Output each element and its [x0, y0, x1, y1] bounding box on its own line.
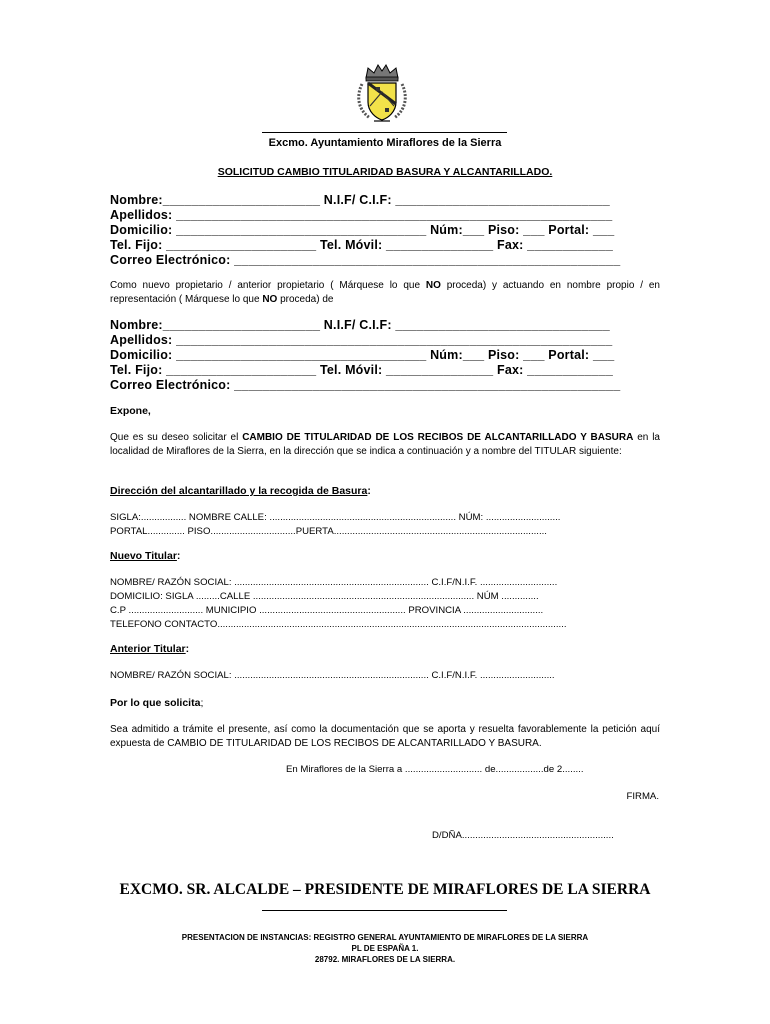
owner-intro-paragraph — [110, 279, 660, 307]
represented-surname-field[interactable]: Apellidos: _____________________________________________________________ — [110, 333, 613, 347]
owner-intro-text-3: proceda) de — [277, 294, 334, 305]
request-heading-suffix: ; — [200, 697, 204, 709]
owner-intro-text-1: Como nuevo propietario / anterior propietario ( Márquese lo que — [110, 280, 426, 291]
signatory-name-line[interactable]: D/DÑA......................................................... — [432, 830, 614, 841]
expone-bold-text: CAMBIO DE TITULARIDAD DE LOS RECIBOS DE ALCANTARILLADO Y BASURA — [242, 432, 634, 443]
form-title: SOLICITUD CAMBIO TITULARIDAD BASURA Y ALCANTARILLADO. — [217, 166, 553, 178]
address-heading-colon: : — [367, 485, 371, 497]
previous-holder-name-line[interactable]: NOMBRE/ RAZÓN SOCIAL: ......................................................................... C.I.F/N.I.F. ............................ — [110, 670, 555, 681]
new-holder-heading-text: Nuevo Titular — [110, 550, 177, 562]
expone-text-1: Que es su deseo solicitar el — [110, 432, 243, 443]
coat-of-arms-logo — [354, 62, 410, 124]
previous-holder-heading-text: Anterior Titular — [110, 643, 186, 655]
footer-line-1: PRESENTACION DE INSTANCIAS: REGISTRO GENERAL AYUNTAMIENTO DE MIRAFLORES DE LA SIERRA — [181, 933, 589, 942]
address-line-street[interactable]: SIGLA:................. NOMBRE CALLE: ...................................................................... NÚM: ............................ — [110, 512, 561, 523]
footer-line-2: PL DE ESPAÑA 1. — [351, 944, 419, 953]
addressee-heading: EXCMO. SR. ALCALDE – PRESIDENTE DE MIRAFLORES DE LA SIERRA — [119, 881, 651, 898]
owner-intro-no-1: NO — [425, 280, 441, 291]
new-holder-postcode-line[interactable]: C.P ............................ MUNICIPIO ....................................................... PROVINCIA .............................. — [110, 605, 544, 616]
expone-text-2: en la localidad de Miraflores de la Sierra, en la dirección que se indica a continuación y a nombre del TITULAR siguiente: — [110, 432, 660, 457]
applicant-phone-field[interactable]: Tel. Fijo: _____________________ Tel. Móvil: _______________ Fax: ____________ — [110, 238, 614, 252]
represented-name-field[interactable]: Nombre:______________________ N.I.F/ C.I.F: ______________________________ — [110, 318, 610, 332]
new-holder-phone-line[interactable]: TELEFONO CONTACTO................................................................................................................................... — [110, 619, 567, 630]
header-rule — [262, 132, 507, 133]
applicant-name-field[interactable]: Nombre:______________________ N.I.F/ C.I.F: ______________________________ — [110, 193, 610, 207]
request-heading-text: Por lo que solicita — [110, 697, 201, 709]
applicant-surname-field[interactable]: Apellidos: _____________________________________________________________ — [110, 208, 613, 222]
represented-phone-field[interactable]: Tel. Fijo: _____________________ Tel. Móvil: _______________ Fax: ____________ — [110, 363, 614, 377]
address-line-portal[interactable]: PORTAL.............. PISO................................PUERTA................................................................................ — [110, 526, 547, 537]
owner-intro-no-2: NO — [262, 294, 278, 305]
expone-heading: Expone, — [110, 405, 151, 417]
request-paragraph: Sea admitido a trámite el presente, así como la documentación que se aporta y resuelta favorablemente la petición aquí expuesta de CAMBIO DE TITULARIDAD DE LOS RECIBOS DE ALCANTARILLADO Y BASURA. — [110, 724, 660, 749]
footer-line-3: 28792. MIRAFLORES DE LA SIERRA. — [314, 955, 456, 964]
represented-email-field[interactable]: Correo Electrónico: ______________________________________________________ — [110, 378, 621, 392]
request-heading — [110, 697, 203, 709]
applicant-email-field[interactable]: Correo Electrónico: ______________________________________________________ — [110, 253, 621, 267]
applicant-address-field[interactable]: Domicilio: ___________________________________ Núm:___ Piso: ___ Portal: ___ — [110, 223, 615, 237]
footer-rule — [262, 910, 507, 911]
place-date-line[interactable]: En Miraflores de la Sierra a ............................. de..................de 2........ — [286, 764, 584, 775]
owner-intro-text-2: proceda) y actuando en nombre propio / en representación ( Márquese lo que — [110, 280, 660, 305]
previous-holder-heading-colon: : — [185, 643, 190, 655]
expone-paragraph — [110, 431, 660, 459]
address-heading-text: Dirección del alcantarillado y la recogida de Basura — [110, 485, 368, 497]
new-holder-heading — [110, 550, 180, 562]
previous-holder-heading — [110, 643, 189, 655]
new-holder-name-line[interactable]: NOMBRE/ RAZÓN SOCIAL: ......................................................................... C.I.F/N.I.F. ............................. — [110, 577, 558, 588]
firma-label: FIRMA. — [626, 791, 659, 802]
address-section-heading — [110, 485, 371, 497]
new-holder-heading-colon: : — [176, 550, 181, 562]
represented-address-field[interactable]: Domicilio: ___________________________________ Núm:___ Piso: ___ Portal: ___ — [110, 348, 615, 362]
new-holder-address-line[interactable]: DOMICILIO: SIGLA .........CALLE ................................................................................... NÚM .............. — [110, 591, 539, 602]
institution-name: Excmo. Ayuntamiento Miraflores de la Sierra — [268, 137, 502, 149]
